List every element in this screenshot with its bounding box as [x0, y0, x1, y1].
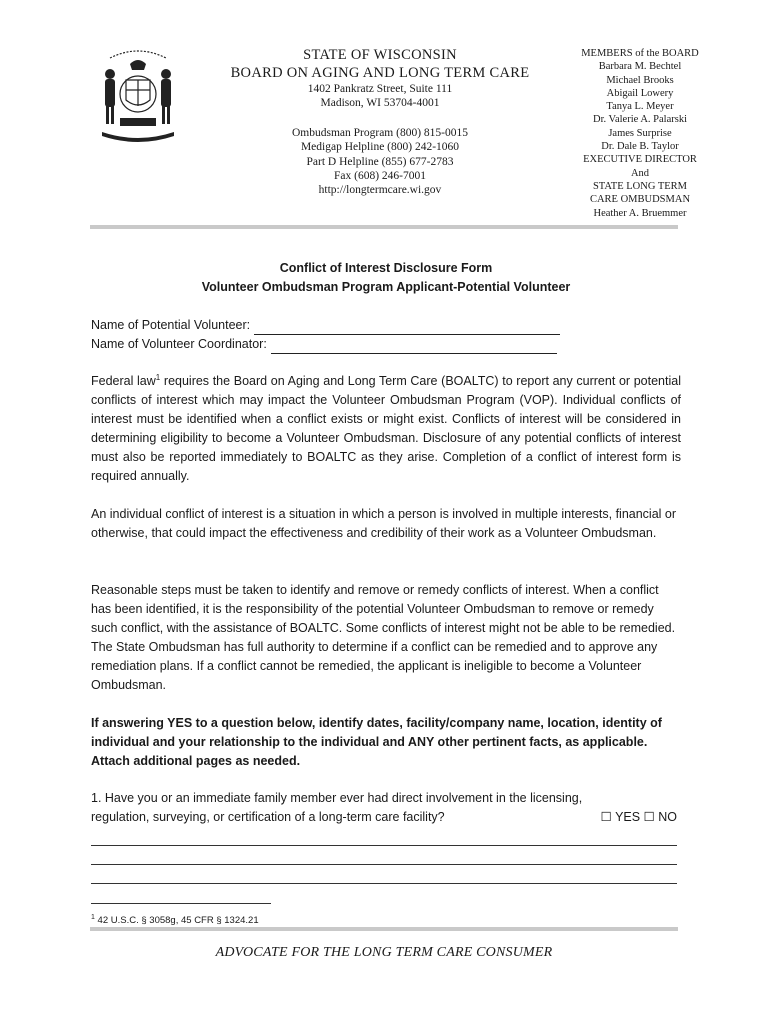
footer-divider: [90, 927, 678, 931]
contact-fax: Fax (608) 246-7001: [334, 170, 426, 183]
footnote-text: 42 U.S.C. § 3058g, 45 CFR § 1324.21: [94, 915, 259, 927]
volunteer-name-field[interactable]: [254, 321, 560, 335]
contact-website: http://longtermcare.wi.gov: [318, 184, 442, 197]
board-member: Tanya L. Meyer: [606, 101, 674, 113]
board-member: Dr. Dale B. Taylor: [601, 141, 679, 153]
director-line: EXECUTIVE DIRECTOR: [583, 154, 697, 166]
p1-start: Federal law: [91, 374, 156, 388]
board-member: Dr. Valerie A. Palarski: [593, 114, 687, 126]
answer-line[interactable]: [91, 845, 677, 846]
no-checkbox[interactable]: ☐ NO: [643, 810, 677, 824]
contact-ombudsman: Ombudsman Program (800) 815-0015: [292, 126, 468, 139]
footer-tagline: ADVOCATE FOR THE LONG TERM CARE CONSUMER: [215, 945, 553, 960]
question-1-line1: 1. Have you or an immediate family member ever had direct involvement in the licensing,: [91, 791, 583, 805]
volunteer-name-row: [91, 316, 681, 335]
address-street: 1402 Pankratz Street, Suite 111: [307, 83, 453, 95]
board-member: James Surprise: [608, 127, 672, 139]
name-fields: [91, 316, 681, 354]
question-1: [91, 789, 681, 827]
paragraph-remedy: Reasonable steps must be taken to identify and remove or remedy conflicts of interest. When a conflict has been identified, it is the responsibility of the potential Volunteer Ombudsman to remove or remedy such conflict, with the assistance of BOALTC. Some conflicts of interest might not be able to be remedied. The State Ombudsman has full authority to determine if a conflict can be remedied and to approve any remediation plans. If a conflict cannot be remedied, the applicant is ineligible to become a Volunteer Ombudsman.: [91, 583, 676, 692]
director-line: STATE LONG TERM: [592, 180, 688, 192]
header-divider: [90, 225, 678, 229]
director-line: CARE OMBUDSMAN: [589, 194, 691, 206]
state-name: STATE OF WISCONSIN: [303, 47, 457, 63]
contact-medigap: Medigap Helpline (800) 242-1060: [300, 141, 460, 154]
paragraph-federal-law: [91, 372, 681, 486]
director-line: And: [630, 167, 650, 179]
director-name: Heather A. Bruemmer: [593, 207, 687, 219]
wisconsin-state-seal: [96, 44, 180, 144]
form-title-line2: Volunteer Ombudsman Program Applicant-Potential Volunteer: [201, 280, 571, 294]
footnote-divider: [91, 903, 271, 904]
form-title-line1: Conflict of Interest Disclosure Form: [279, 261, 493, 275]
footnote: [91, 911, 259, 927]
p1-rest: requires the Board on Aging and Long Term Care (BOALTC) to report any current or potential conflicts of interest which may impact the Volunteer Ombudsman Program (VOP). Individual conflicts of interest must be identified when a conflict exists or might exist. Conflicts of interest will be considered in determining eligibility to become a Volunteer Ombudsman. Disclosure of any potential conflicts of interest must also be reported immediately to BOALTC as they arise. Completion of a conflict of interest form is required annually.: [91, 374, 681, 483]
answer-line[interactable]: [91, 864, 677, 865]
volunteer-name-label: Name of Potential Volunteer:: [91, 318, 251, 332]
board-member: Abigail Lowery: [606, 87, 674, 99]
board-name: BOARD ON AGING AND LONG TERM CARE: [230, 65, 530, 81]
letterhead-center: [220, 46, 540, 198]
coordinator-name-label: Name of Volunteer Coordinator:: [91, 337, 267, 351]
form-title: [90, 259, 682, 297]
paragraph-definition: An individual conflict of interest is a situation in which a person is involved in multiple interests, financial or otherwise, that could impact the effectiveness and credibility of their work as a Volunteer Ombudsman.: [91, 507, 677, 540]
board-members-list: [570, 47, 710, 220]
coordinator-name-field[interactable]: [271, 340, 557, 354]
footnote-ref: 1: [155, 372, 161, 382]
board-members-title: MEMBERS of the BOARD: [581, 48, 699, 59]
footnote-number: 1: [91, 914, 95, 921]
question-1-line2: regulation, surveying, or certification of a long-term care facility?: [91, 810, 445, 824]
board-member: Barbara M. Bechtel: [598, 61, 682, 73]
yes-checkbox[interactable]: ☐ YES: [600, 810, 641, 824]
board-member: Michael Brooks: [606, 74, 674, 86]
coordinator-name-row: [91, 335, 681, 354]
answer-line[interactable]: [91, 883, 677, 884]
instructions: If answering YES to a question below, identify dates, facility/company name, location, identity of individual and your relationship to the individual and ANY other pertinent facts, as applicable. Attach additional pages as needed.: [91, 716, 662, 768]
address-city: Madison, WI 53704-4001: [320, 97, 440, 110]
contact-partd: Part D Helpline (855) 677-2783: [306, 155, 454, 168]
